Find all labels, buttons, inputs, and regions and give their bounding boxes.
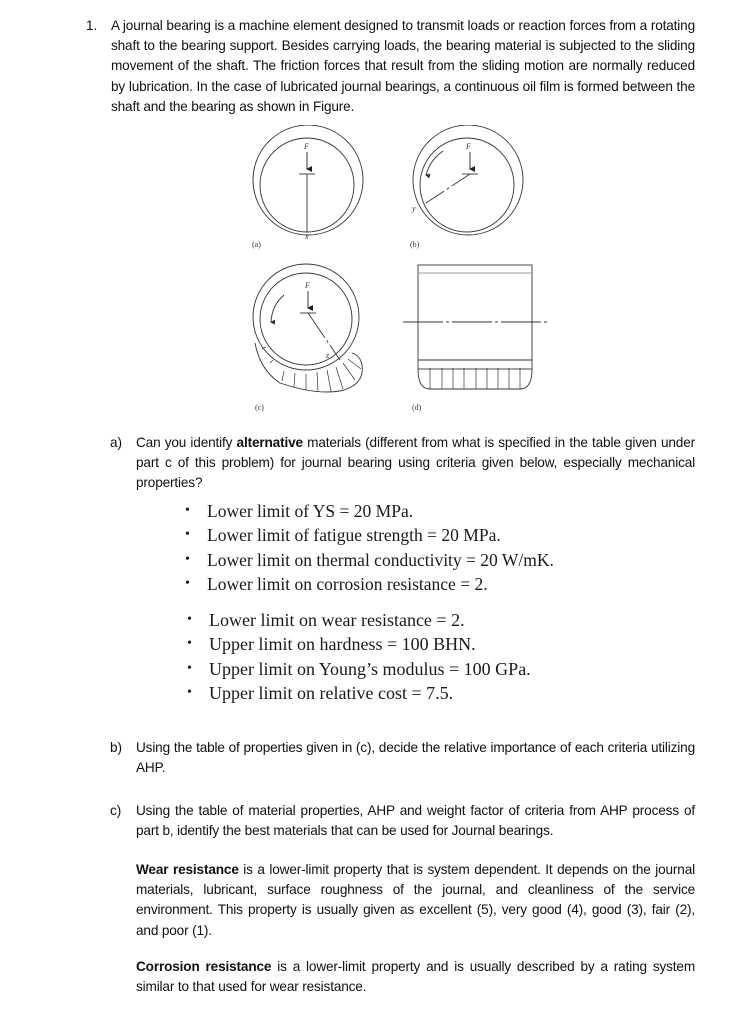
bullet-icon: • xyxy=(187,612,192,627)
criterion-item: • Upper limit on Young’s modulus = 100 GPa. xyxy=(186,657,531,681)
question-intro: A journal bearing is a machine element designed to transmit loads or reaction forces from a rotating shaft to the bearing support. Besides carrying loads, the bearing material is subjected to the sliding movement of the shaft. The friction forces that result from the sliding motion are normally reduced by lubrication. In the case of lubricated journal bearings, a continuous oil film is formed between the shaft and the bearing as shown in Figure. xyxy=(111,18,695,114)
criterion-item: • Lower limit on corrosion resistance = 2. xyxy=(184,572,554,596)
wear-resistance-note: Wear resistance is a lower-limit property that is system dependent. It depends on the journal materials, lubricant, surface roughness of the journal, and cleanliness of the service environment. This property is usually given as excellent (5), very good (4), good (3), fair (2), and poor (1). xyxy=(136,862,695,938)
part-b-question: Using the table of properties given in (c), decide the relative importance of each criteria utilizing AHP. xyxy=(136,740,695,776)
bullet-icon: • xyxy=(187,684,192,700)
wear-resistance-term: Wear resistance xyxy=(136,862,239,877)
panel-b-force-label: F xyxy=(466,142,471,151)
panel-d xyxy=(403,265,547,389)
criterion-item: • Lower limit on thermal conductivity = 20 W/mK. xyxy=(184,548,554,572)
panel-a-point-label: x xyxy=(305,232,309,241)
part-a-label: a) xyxy=(110,435,123,450)
panel-b-caption: (b) xyxy=(410,240,420,249)
corrosion-resistance-note: Corrosion resistance is a lower-limit property and is usually described by a rating system similar to that used for wear resistance. xyxy=(136,959,695,995)
bullet-icon: • xyxy=(187,636,192,652)
part-c-question: Using the table of material properties, AHP and weight factor of criteria from AHP process of part b, identify the best materials that can be used for Journal bearings. xyxy=(136,803,695,839)
panel-a-force-label: F xyxy=(304,142,309,151)
panel-b-point-label: y xyxy=(412,204,416,213)
alternative-emphasis: alternative xyxy=(236,435,303,450)
panel-a-caption: (a) xyxy=(252,240,261,249)
criterion-item: • Upper limit on relative cost = 7.5. xyxy=(186,681,531,705)
part-c-label: c) xyxy=(110,803,122,818)
panel-c-force-label: F xyxy=(305,281,310,290)
bullet-icon: • xyxy=(185,503,190,518)
bullet-icon: • xyxy=(185,551,190,567)
corrosion-resistance-term: Corrosion resistance xyxy=(136,959,272,974)
criteria-list-2 xyxy=(186,608,531,705)
part-a-question: Can you identify alternative materials (different from what is specified in the table given under part c of this problem) for journal bearing using criteria given below, especially mechanical properties? xyxy=(136,435,695,491)
panel-d-caption: (d) xyxy=(412,403,422,412)
question-number: 1. xyxy=(86,18,98,33)
panel-c-point-label: z xyxy=(326,351,330,360)
bullet-icon: • xyxy=(185,575,190,591)
bullet-icon: • xyxy=(187,660,192,676)
journal-bearing-figure xyxy=(240,125,560,420)
criteria-list-1 xyxy=(184,499,554,596)
criterion-item: • Lower limit on wear resistance = 2. xyxy=(186,608,531,632)
criterion-item: • Lower limit of fatigue strength = 20 MPa. xyxy=(184,523,554,547)
criterion-item: • Upper limit on hardness = 100 BHN. xyxy=(186,632,531,656)
bearing-diagram xyxy=(240,125,560,420)
panel-c-caption: (c) xyxy=(255,403,264,412)
bullet-icon: • xyxy=(185,527,190,543)
part-b-label: b) xyxy=(110,740,123,755)
criterion-item: • Lower limit of YS = 20 MPa. xyxy=(184,499,554,523)
